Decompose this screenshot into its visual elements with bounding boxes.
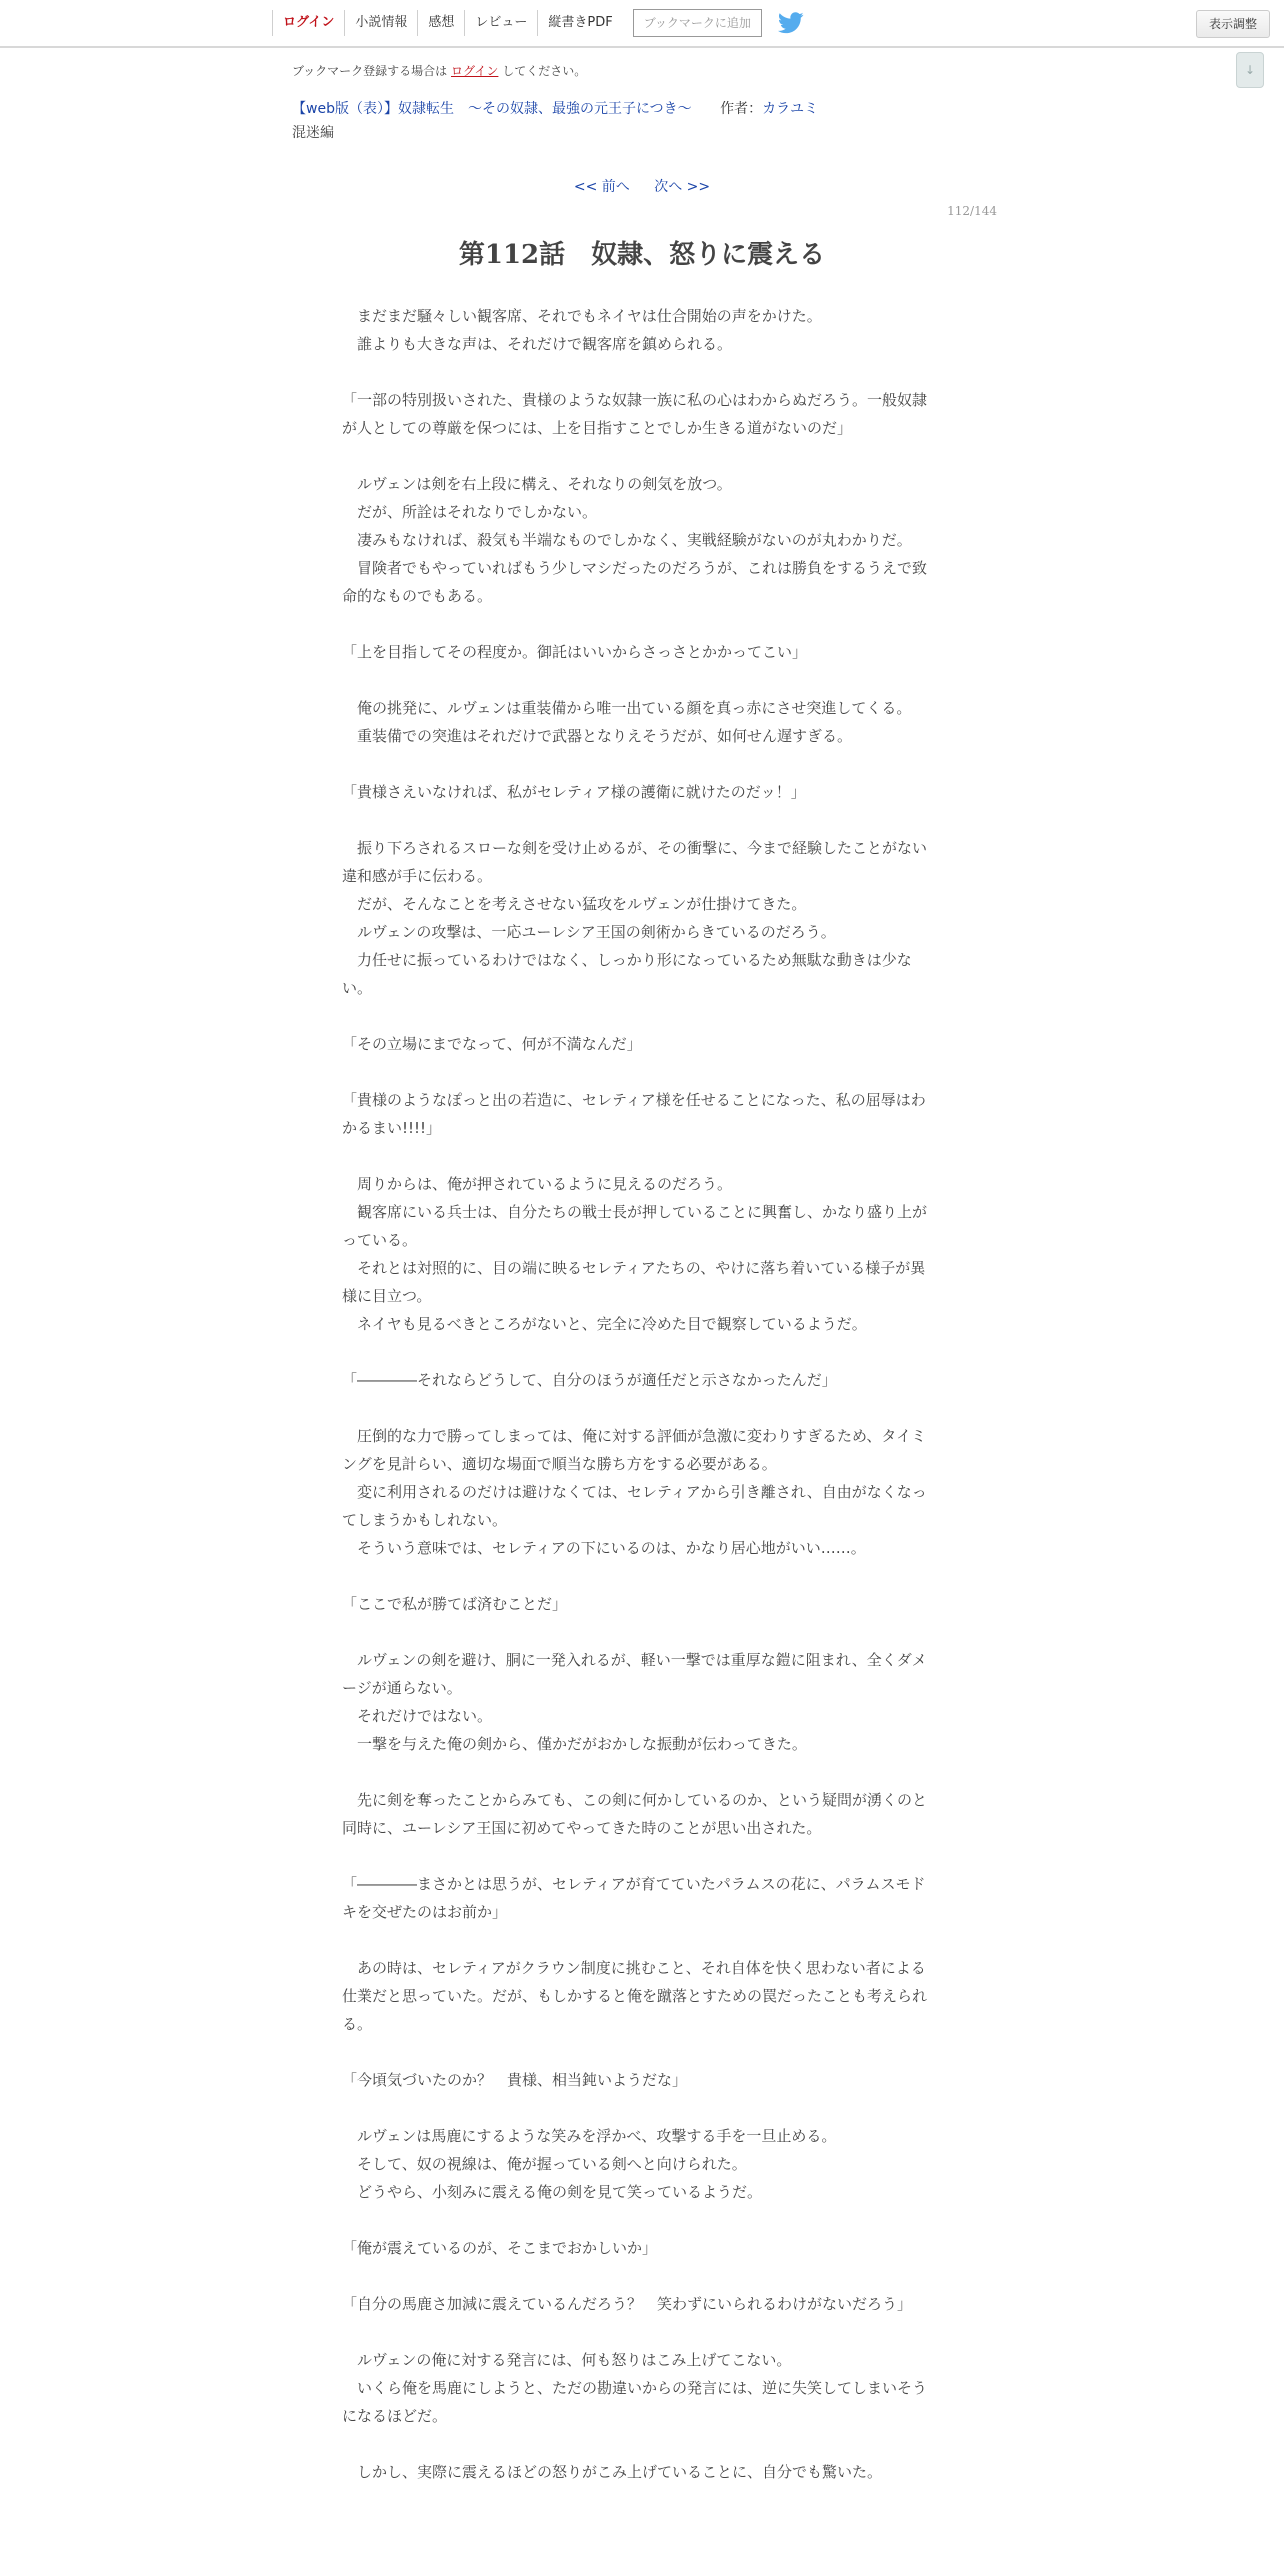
twitter-icon[interactable]	[778, 12, 804, 34]
chapter-body	[342, 302, 934, 2486]
body-line: 力任せに振っているわけではなく、しっかり形になっているため無駄な動きは少ない。	[342, 951, 912, 997]
body-line: どうやら、小刻みに震える俺の剣を見て笑っているようだ。	[342, 2183, 763, 2201]
body-line: ネイヤも見るべきところがないと、完全に冷めた目で観察しているようだ。	[342, 1315, 867, 1333]
body-line: だが、そんなことを考えさせない猛攻をルヴェンが仕掛けてきた。	[342, 895, 807, 913]
body-line: それだけではない。	[342, 1707, 493, 1725]
body-line	[342, 1394, 934, 1422]
body-line	[342, 666, 934, 694]
add-bookmark-button[interactable]: ブックマークに追加	[633, 9, 762, 37]
body-line: 「――――まさかとは思うが、セレティアが育てていたパラムスの花に、パラムスモドキを交ぜたのはお前か」	[342, 1875, 926, 1921]
next-link[interactable]: 次へ >>	[654, 179, 711, 195]
body-line: 変に利用されるのだけは避けなくては、セレティアから引き離され、自由がなくなってしまうかもしれない。	[342, 1483, 927, 1529]
body-line: 圧倒的な力で勝ってしまっては、俺に対する評価が急激に変わりすぎるため、タイミングを見計らい、適切な場面で順当な勝ち方をする必要がある。	[342, 1427, 927, 1473]
body-line	[342, 1618, 934, 1646]
body-line: 振り下ろされるスローな剣を受け止めるが、その衝撃に、今まで経験したことがない違和感が手に伝わる。	[342, 839, 928, 885]
body-line	[342, 2318, 934, 2346]
body-line: 「貴様のようなぽっと出の若造に、セレティア様を任せることになった、私の屈辱はわかるまい!!!!」	[342, 1091, 926, 1137]
body-line: だが、所詮はそれなりでしかない。	[342, 503, 598, 521]
impressions-link[interactable]: 感想	[417, 10, 464, 36]
review-link[interactable]: レビュー	[464, 10, 537, 36]
body-line: 観客席にいる兵士は、自分たちの戦士長が押していることに興奮し、かなり盛り上がっている。	[342, 1203, 928, 1249]
body-line	[342, 1842, 934, 1870]
body-line: そして、奴の視線は、俺が握っている剣へと向けられた。	[342, 2155, 747, 2173]
body-line: 「今頃気づいたのか？ 貴様、相当鈍いようだな」	[342, 2071, 688, 2089]
body-line	[342, 1338, 934, 1366]
prev-link[interactable]: << 前へ	[573, 179, 630, 195]
body-line	[342, 1758, 934, 1786]
author-link[interactable]: カラユミ	[762, 101, 819, 117]
login-link[interactable]: ログイン	[272, 10, 344, 36]
body-line: 凄みもなければ、殺気も半端なものでしかなく、実戦経験がないのが丸わかりだ。	[342, 531, 912, 549]
body-line	[342, 2206, 934, 2234]
body-line: ルヴェンの剣を避け、胴に一発入れるが、軽い一撃では重厚な鎧に阻まれ、全くダメージが通らない。	[342, 1651, 927, 1697]
chapter-group-label: 混迷編	[292, 125, 334, 141]
body-line: 「俺が震えているのが、そこまでおかしいか」	[342, 2239, 658, 2257]
body-line	[342, 1562, 934, 1590]
body-line	[342, 1058, 934, 1086]
author-label: 作者：	[720, 101, 763, 117]
body-line: 先に剣を奪ったことからみても、この剣に何かしているのか、という疑問が湧くのと同時に、ユーレシア王国に初めてやってきた時のことが思い出された。	[342, 1791, 928, 1837]
body-line	[342, 442, 934, 470]
body-line: ルヴェンの攻撃は、一応ユーレシア王国の剣術からきているのだろう。	[342, 923, 836, 941]
body-line: 「一部の特別扱いされた、貴様のような奴隷一族に私の心はわからぬだろう。一般奴隷が人としての尊厳を保つには、上を目指すことでしか生きる道がないのだ」	[342, 391, 928, 437]
body-line: 「――――それならどうして、自分のほうが適任だと示さなかったんだ」	[342, 1371, 837, 1389]
body-line: 重装備での突進はそれだけで武器となりえそうだが、如何せん遅すぎる。	[342, 727, 853, 745]
notice-text-after: してください。	[502, 64, 587, 78]
body-line: 「その立場にまでなって、何が不満なんだ」	[342, 1035, 642, 1053]
body-line: 「ここで私が勝てば済むことだ」	[342, 1595, 568, 1613]
chapter-title: 第112話 奴隷、怒りに震える	[458, 240, 826, 270]
display-settings-button[interactable]: 表示調整	[1196, 10, 1270, 38]
notice-login-link[interactable]: ログイン	[451, 64, 499, 78]
body-line: あの時は、セレティアがクラウン制度に挑むこと、それ自体を快く思わない者による仕業だと思っていた。だが、もしかすると俺を蹴落とすための罠だったことも考えられる。	[342, 1959, 928, 2033]
body-line: ルヴェンは馬鹿にするような笑みを浮かべ、攻撃する手を一旦止める。	[342, 2127, 837, 2145]
body-line: 一撃を与えた俺の剣から、僅かだがおかしな振動が伝わってきた。	[342, 1735, 807, 1753]
body-line	[342, 750, 934, 778]
body-line: 冒険者でもやっていればもう少しマシだったのだろうが、これは勝負をするうえで致命的なものでもある。	[342, 559, 928, 605]
body-line: 「上を目指してその程度か。御託はいいからさっさとかかってこい」	[342, 643, 808, 661]
body-line	[342, 2430, 934, 2458]
series-title-link[interactable]: 【web版（表）】奴隷転生 ～その奴隷、最強の元王子につき～	[292, 101, 692, 117]
body-line	[342, 2094, 934, 2122]
body-line: ルヴェンは剣を右上段に構え、それなりの剣気を放つ。	[342, 475, 732, 493]
body-line	[342, 1002, 934, 1030]
body-line	[342, 358, 934, 386]
body-line	[342, 1142, 934, 1170]
bookmark-notice	[292, 62, 586, 79]
scroll-down-button[interactable]: ↓	[1236, 52, 1264, 88]
body-line	[342, 610, 934, 638]
series-info	[292, 98, 818, 118]
body-line: 俺の挑発に、ルヴェンは重装備から唯一出ている顔を真っ赤にさせ突進してくる。	[342, 699, 912, 717]
notice-text-before: ブックマーク登録する場合は	[292, 64, 448, 78]
body-line: それとは対照的に、目の端に映るセレティアたちの、やけに落ち着いている様子が異様に目立つ。	[342, 1259, 926, 1305]
body-line: しかし、実際に震えるほどの怒りがこみ上げていることに、自分でも驚いた。	[342, 2463, 883, 2481]
body-line	[342, 2038, 934, 2066]
body-line: 「貴様さえいなければ、私がセレティア様の護衛に就けたのだッ！」	[342, 783, 806, 801]
body-line: ルヴェンの俺に対する発言には、何も怒りはこみ上げてこない。	[342, 2351, 792, 2369]
body-line	[342, 806, 934, 834]
body-line: いくら俺を馬鹿にしようと、ただの勘違いからの発言には、逆に失笑してしまいそうになるほどだ。	[342, 2379, 928, 2425]
body-line: まだまだ騒々しい観客席、それでもネイヤは仕合開始の声をかけた。	[342, 307, 822, 325]
body-line: 誰よりも大きな声は、それだけで観客席を鎮められる。	[342, 335, 733, 353]
body-line: 周りからは、俺が押されているように見えるのだろう。	[342, 1175, 733, 1193]
nav-bar	[272, 0, 804, 46]
body-line	[342, 1926, 934, 1954]
chapter-counter: 112/144	[947, 204, 997, 218]
vertical-pdf-link[interactable]: 縦書きPDF	[537, 10, 622, 36]
pager	[0, 176, 1284, 196]
body-line	[342, 2262, 934, 2290]
body-line: そういう意味では、セレティアの下にいるのは、かなり居心地がいい……。	[342, 1539, 866, 1557]
body-line: 「自分の馬鹿さ加減に震えているんだろう？ 笑わずにいられるわけがないだろう」	[342, 2295, 913, 2313]
novel-info-link[interactable]: 小説情報	[344, 10, 417, 36]
top-bar	[0, 0, 1284, 48]
